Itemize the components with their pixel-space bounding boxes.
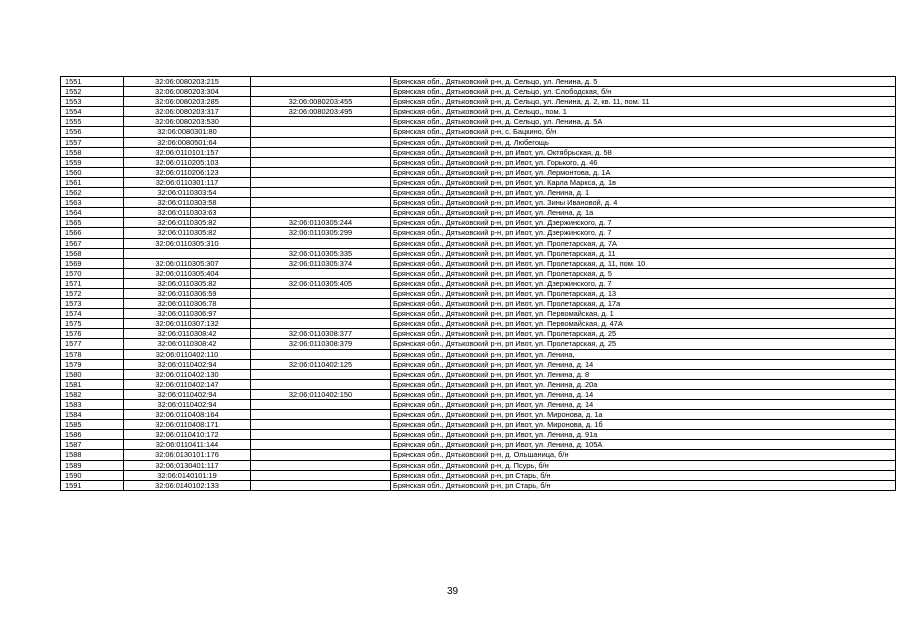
address-cell: Брянская обл., Дятьковский р-н, рп Ивот, ул. Первомайская, д. 47А bbox=[391, 319, 896, 329]
table-row bbox=[61, 137, 896, 147]
table-row bbox=[61, 278, 896, 288]
parent-cadastral-number-cell bbox=[251, 147, 391, 157]
row-number-cell: 1575 bbox=[61, 319, 124, 329]
address-cell: Брянская обл., Дятьковский р-н, рп Ивот, ул. Ленина, д. 14 bbox=[391, 359, 896, 369]
cadastral-number-cell: 32:06:0130401:117 bbox=[124, 460, 251, 470]
table-row bbox=[61, 470, 896, 480]
row-number-cell: 1588 bbox=[61, 450, 124, 460]
parent-cadastral-number-cell bbox=[251, 460, 391, 470]
row-number-cell: 1591 bbox=[61, 480, 124, 490]
address-cell: Брянская обл., Дятьковский р-н, рп Ивот, ул. Пролетарская, д. 25 bbox=[391, 329, 896, 339]
cadastral-number-cell: 32:06:0110303:58 bbox=[124, 198, 251, 208]
address-cell: Брянская обл., Дятьковский р-н, рп Ивот, ул. Миронова, д. 1а bbox=[391, 410, 896, 420]
parent-cadastral-number-cell: 32:06:0110305:335 bbox=[251, 248, 391, 258]
table-row bbox=[61, 410, 896, 420]
parent-cadastral-number-cell: 32:06:0110402:150 bbox=[251, 389, 391, 399]
address-cell: Брянская обл., Дятьковский р-н, рп Старь, б/н bbox=[391, 470, 896, 480]
cadastral-number-cell: 32:06:0110410:172 bbox=[124, 430, 251, 440]
parent-cadastral-number-cell bbox=[251, 188, 391, 198]
address-cell: Брянская обл., Дятьковский р-н, д. Псурь, б/н bbox=[391, 460, 896, 470]
table-row bbox=[61, 258, 896, 268]
cadastral-number-cell: 32:06:0110402:147 bbox=[124, 379, 251, 389]
parent-cadastral-number-cell: 32:06:0110308:377 bbox=[251, 329, 391, 339]
table-row bbox=[61, 430, 896, 440]
cadastral-number-cell: 32:06:0080203:317 bbox=[124, 107, 251, 117]
row-number-cell: 1583 bbox=[61, 400, 124, 410]
cadastral-number-cell: 32:06:0110306:59 bbox=[124, 288, 251, 298]
address-cell: Брянская обл., Дятьковский р-н, рп Старь, б/н bbox=[391, 480, 896, 490]
cadastral-number-cell: 32:06:0110205:103 bbox=[124, 157, 251, 167]
table-row bbox=[61, 97, 896, 107]
cadastral-number-cell: 32:06:0110101:157 bbox=[124, 147, 251, 157]
table-row bbox=[61, 299, 896, 309]
parent-cadastral-number-cell bbox=[251, 299, 391, 309]
address-cell: Брянская обл., Дятьковский р-н, д. Сельцо, ул. Ленина, д. 5А bbox=[391, 117, 896, 127]
address-cell: Брянская обл., Дятьковский р-н, рп Ивот, ул. Миронова, д. 1б bbox=[391, 420, 896, 430]
cadastral-number-cell: 32:06:0080203:304 bbox=[124, 87, 251, 97]
parent-cadastral-number-cell bbox=[251, 410, 391, 420]
address-cell: Брянская обл., Дятьковский р-н, рп Ивот, ул. Пролетарская, д. 17а bbox=[391, 299, 896, 309]
table-row bbox=[61, 379, 896, 389]
row-number-cell: 1565 bbox=[61, 218, 124, 228]
parent-cadastral-number-cell: 32:06:0110305:374 bbox=[251, 258, 391, 268]
table-row bbox=[61, 389, 896, 399]
table-row bbox=[61, 248, 896, 258]
address-cell: Брянская обл., Дятьковский р-н, рп Ивот, ул. Ленина, д. 91а bbox=[391, 430, 896, 440]
row-number-cell: 1585 bbox=[61, 420, 124, 430]
table-row bbox=[61, 400, 896, 410]
parent-cadastral-number-cell bbox=[251, 450, 391, 460]
address-cell: Брянская обл., Дятьковский р-н, рп Ивот, ул. Пролетарская, д. 11 bbox=[391, 248, 896, 258]
row-number-cell: 1582 bbox=[61, 389, 124, 399]
row-number-cell: 1569 bbox=[61, 258, 124, 268]
cadastral-number-cell: 32:06:0080501:64 bbox=[124, 137, 251, 147]
parent-cadastral-number-cell: 32:06:0110402:125 bbox=[251, 359, 391, 369]
address-cell: Брянская обл., Дятьковский р-н, рп Ивот, ул. Дзержинского, д. 7 bbox=[391, 218, 896, 228]
row-number-cell: 1568 bbox=[61, 248, 124, 258]
row-number-cell: 1571 bbox=[61, 278, 124, 288]
cadastral-number-cell: 32:06:0110305:82 bbox=[124, 228, 251, 238]
row-number-cell: 1581 bbox=[61, 379, 124, 389]
row-number-cell: 1577 bbox=[61, 339, 124, 349]
table-row bbox=[61, 218, 896, 228]
parent-cadastral-number-cell: 32:06:0110305:405 bbox=[251, 278, 391, 288]
row-number-cell: 1551 bbox=[61, 77, 124, 87]
table-row bbox=[61, 147, 896, 157]
table-row bbox=[61, 238, 896, 248]
row-number-cell: 1552 bbox=[61, 87, 124, 97]
cadastral-number-cell: 32:06:0110402:130 bbox=[124, 369, 251, 379]
table-row bbox=[61, 319, 896, 329]
cadastral-number-cell: 32:06:0110306:78 bbox=[124, 299, 251, 309]
address-cell: Брянская обл., Дятьковский р-н, рп Ивот, ул. Первомайская, д. 1 bbox=[391, 309, 896, 319]
cadastral-number-cell bbox=[124, 248, 251, 258]
cadastral-number-cell: 32:06:0110402:94 bbox=[124, 359, 251, 369]
row-number-cell: 1590 bbox=[61, 470, 124, 480]
cadastral-number-cell: 32:06:0110307:132 bbox=[124, 319, 251, 329]
parent-cadastral-number-cell bbox=[251, 137, 391, 147]
cadastral-number-cell: 32:06:0110408:171 bbox=[124, 420, 251, 430]
row-number-cell: 1584 bbox=[61, 410, 124, 420]
parent-cadastral-number-cell bbox=[251, 238, 391, 248]
table-row bbox=[61, 460, 896, 470]
row-number-cell: 1561 bbox=[61, 177, 124, 187]
parent-cadastral-number-cell bbox=[251, 268, 391, 278]
address-cell: Брянская обл., Дятьковский р-н, рп Ивот, ул. Дзержинского, д. 7 bbox=[391, 278, 896, 288]
table-row bbox=[61, 329, 896, 339]
row-number-cell: 1578 bbox=[61, 349, 124, 359]
row-number-cell: 1559 bbox=[61, 157, 124, 167]
parent-cadastral-number-cell bbox=[251, 319, 391, 329]
parent-cadastral-number-cell bbox=[251, 400, 391, 410]
address-cell: Брянская обл., Дятьковский р-н, рп Ивот, ул. Ленина, д. 14 bbox=[391, 400, 896, 410]
table-row bbox=[61, 87, 896, 97]
parent-cadastral-number-cell: 32:06:0110305:244 bbox=[251, 218, 391, 228]
cadastral-number-cell: 32:06:0140101:19 bbox=[124, 470, 251, 480]
table-row bbox=[61, 127, 896, 137]
row-number-cell: 1555 bbox=[61, 117, 124, 127]
row-number-cell: 1587 bbox=[61, 440, 124, 450]
row-number-cell: 1563 bbox=[61, 198, 124, 208]
parent-cadastral-number-cell bbox=[251, 117, 391, 127]
cadastral-number-cell: 32:06:0110308:42 bbox=[124, 329, 251, 339]
address-cell: Брянская обл., Дятьковский р-н, рп Ивот, ул. Пролетарская, д. 13 bbox=[391, 288, 896, 298]
address-cell: Брянская обл., Дятьковский р-н, д. Любегощь bbox=[391, 137, 896, 147]
table-row bbox=[61, 440, 896, 450]
row-number-cell: 1574 bbox=[61, 309, 124, 319]
cadastral-number-cell: 32:06:0080203:215 bbox=[124, 77, 251, 87]
row-number-cell: 1564 bbox=[61, 208, 124, 218]
address-cell: Брянская обл., Дятьковский р-н, рп Ивот, ул. Пролетарская, д. 7А bbox=[391, 238, 896, 248]
address-cell: Брянская обл., Дятьковский р-н, д. Ольшаница, б/н bbox=[391, 450, 896, 460]
table-row bbox=[61, 157, 896, 167]
parent-cadastral-number-cell bbox=[251, 470, 391, 480]
cadastral-number-cell: 32:06:0110305:310 bbox=[124, 238, 251, 248]
parent-cadastral-number-cell bbox=[251, 309, 391, 319]
address-cell: Брянская обл., Дятьковский р-н, рп Ивот, ул. Ленина, д. 20а bbox=[391, 379, 896, 389]
address-cell: Брянская обл., Дятьковский р-н, д. Сельцо,, пом. 1 bbox=[391, 107, 896, 117]
row-number-cell: 1553 bbox=[61, 97, 124, 107]
parent-cadastral-number-cell: 32:06:0110308:379 bbox=[251, 339, 391, 349]
address-cell: Брянская обл., Дятьковский р-н, д. Сельцо, ул. Ленина, д. 5 bbox=[391, 77, 896, 87]
parent-cadastral-number-cell bbox=[251, 288, 391, 298]
address-cell: Брянская обл., Дятьковский р-н, рп Ивот, ул. Октябрьская, д. 58 bbox=[391, 147, 896, 157]
row-number-cell: 1572 bbox=[61, 288, 124, 298]
address-cell: Брянская обл., Дятьковский р-н, рп Ивот, ул. Горького, д. 46 bbox=[391, 157, 896, 167]
address-cell: Брянская обл., Дятьковский р-н, рп Ивот, ул. Ленина, д. 1 bbox=[391, 188, 896, 198]
address-cell: Брянская обл., Дятьковский р-н, рп Ивот, ул. Пролетарская, д. 25 bbox=[391, 339, 896, 349]
address-cell: Брянская обл., Дятьковский р-н, рп Ивот, ул. Ленина, д. 14 bbox=[391, 389, 896, 399]
parent-cadastral-number-cell bbox=[251, 349, 391, 359]
cadastral-number-cell: 32:06:0110308:42 bbox=[124, 339, 251, 349]
parent-cadastral-number-cell bbox=[251, 208, 391, 218]
table-row bbox=[61, 309, 896, 319]
table-row bbox=[61, 77, 896, 87]
page-number: 39 bbox=[446, 586, 459, 597]
cadastral-number-cell: 32:06:0110206:123 bbox=[124, 167, 251, 177]
parent-cadastral-number-cell bbox=[251, 157, 391, 167]
table-row bbox=[61, 117, 896, 127]
parent-cadastral-number-cell bbox=[251, 440, 391, 450]
parent-cadastral-number-cell bbox=[251, 87, 391, 97]
address-cell: Брянская обл., Дятьковский р-н, рп Ивот, ул. Ленина, д. 1а bbox=[391, 208, 896, 218]
parent-cadastral-number-cell bbox=[251, 420, 391, 430]
cadastral-number-cell: 32:06:0110305:82 bbox=[124, 218, 251, 228]
table-row bbox=[61, 420, 896, 430]
table-row bbox=[61, 107, 896, 117]
parent-cadastral-number-cell bbox=[251, 379, 391, 389]
table-row bbox=[61, 339, 896, 349]
parent-cadastral-number-cell bbox=[251, 177, 391, 187]
parent-cadastral-number-cell bbox=[251, 369, 391, 379]
address-cell: Брянская обл., Дятьковский р-н, д. Сельцо, ул. Ленина, д. 2, кв. 11, пом. 11 bbox=[391, 97, 896, 107]
parent-cadastral-number-cell bbox=[251, 77, 391, 87]
address-cell: Брянская обл., Дятьковский р-н, рп Ивот, ул. Карла Маркса, д. 1в bbox=[391, 177, 896, 187]
cadastral-number-cell: 32:06:0080203:530 bbox=[124, 117, 251, 127]
table-row bbox=[61, 480, 896, 490]
table-row bbox=[61, 349, 896, 359]
address-cell: Брянская обл., Дятьковский р-н, рп Ивот, ул. Лермонтова, д. 1А bbox=[391, 167, 896, 177]
table-row bbox=[61, 268, 896, 278]
parent-cadastral-number-cell: 32:06:0110305:299 bbox=[251, 228, 391, 238]
row-number-cell: 1570 bbox=[61, 268, 124, 278]
table-row bbox=[61, 188, 896, 198]
row-number-cell: 1589 bbox=[61, 460, 124, 470]
row-number-cell: 1580 bbox=[61, 369, 124, 379]
cadastral-number-cell: 32:06:0080301:80 bbox=[124, 127, 251, 137]
row-number-cell: 1579 bbox=[61, 359, 124, 369]
table-row bbox=[61, 167, 896, 177]
cadastral-number-cell: 32:06:0110306:97 bbox=[124, 309, 251, 319]
address-cell: Брянская обл., Дятьковский р-н, рп Ивот, ул. Ленина, д. 105А bbox=[391, 440, 896, 450]
parent-cadastral-number-cell bbox=[251, 480, 391, 490]
cadastral-number-cell: 32:06:0110411:144 bbox=[124, 440, 251, 450]
table-row bbox=[61, 208, 896, 218]
row-number-cell: 1557 bbox=[61, 137, 124, 147]
table-row bbox=[61, 228, 896, 238]
address-cell: Брянская обл., Дятьковский р-н, д. Сельцо, ул. Слободская, б/н bbox=[391, 87, 896, 97]
row-number-cell: 1556 bbox=[61, 127, 124, 137]
cadastral-number-cell: 32:06:0110408:164 bbox=[124, 410, 251, 420]
address-cell: Брянская обл., Дятьковский р-н, с. Бацкино, б/н bbox=[391, 127, 896, 137]
cadastral-number-cell: 32:06:0110301:117 bbox=[124, 177, 251, 187]
cadastral-number-cell: 32:06:0110303:54 bbox=[124, 188, 251, 198]
address-cell: Брянская обл., Дятьковский р-н, рп Ивот, ул. Ленина, bbox=[391, 349, 896, 359]
parent-cadastral-number-cell bbox=[251, 127, 391, 137]
address-cell: Брянская обл., Дятьковский р-н, рп Ивот, ул. Пролетарская, д. 5 bbox=[391, 268, 896, 278]
parent-cadastral-number-cell bbox=[251, 430, 391, 440]
cadastral-number-cell: 32:06:0110303:63 bbox=[124, 208, 251, 218]
address-cell: Брянская обл., Дятьковский р-н, рп Ивот, ул. Пролетарская, д. 11, пом. 10 bbox=[391, 258, 896, 268]
cadastral-number-cell: 32:06:0080203:285 bbox=[124, 97, 251, 107]
table-row bbox=[61, 177, 896, 187]
parent-cadastral-number-cell: 32:06:0080203:495 bbox=[251, 107, 391, 117]
row-number-cell: 1560 bbox=[61, 167, 124, 177]
registry-table bbox=[60, 76, 896, 491]
cadastral-number-cell: 32:06:0110305:404 bbox=[124, 268, 251, 278]
cadastral-number-cell: 32:06:0110402:94 bbox=[124, 400, 251, 410]
row-number-cell: 1566 bbox=[61, 228, 124, 238]
cadastral-number-cell: 32:06:0110305:82 bbox=[124, 278, 251, 288]
row-number-cell: 1554 bbox=[61, 107, 124, 117]
address-cell: Брянская обл., Дятьковский р-н, рп Ивот, ул. Зины Ивановой, д. 4 bbox=[391, 198, 896, 208]
row-number-cell: 1576 bbox=[61, 329, 124, 339]
table-row bbox=[61, 198, 896, 208]
address-cell: Брянская обл., Дятьковский р-н, рп Ивот, ул. Дзержинского, д. 7 bbox=[391, 228, 896, 238]
cadastral-number-cell: 32:06:0130101:176 bbox=[124, 450, 251, 460]
row-number-cell: 1562 bbox=[61, 188, 124, 198]
cadastral-number-cell: 32:06:0110402:94 bbox=[124, 389, 251, 399]
address-cell: Брянская обл., Дятьковский р-н, рп Ивот, ул. Ленина, д. 8 bbox=[391, 369, 896, 379]
row-number-cell: 1586 bbox=[61, 430, 124, 440]
table-row bbox=[61, 288, 896, 298]
cadastral-number-cell: 32:06:0110305:307 bbox=[124, 258, 251, 268]
registry-table-body bbox=[61, 77, 896, 491]
table-row bbox=[61, 369, 896, 379]
parent-cadastral-number-cell bbox=[251, 167, 391, 177]
cadastral-number-cell: 32:06:0140102:133 bbox=[124, 480, 251, 490]
cadastral-number-cell: 32:06:0110402:110 bbox=[124, 349, 251, 359]
table-row bbox=[61, 359, 896, 369]
table-row bbox=[61, 450, 896, 460]
parent-cadastral-number-cell: 32:06:0080203:455 bbox=[251, 97, 391, 107]
row-number-cell: 1558 bbox=[61, 147, 124, 157]
row-number-cell: 1567 bbox=[61, 238, 124, 248]
row-number-cell: 1573 bbox=[61, 299, 124, 309]
parent-cadastral-number-cell bbox=[251, 198, 391, 208]
